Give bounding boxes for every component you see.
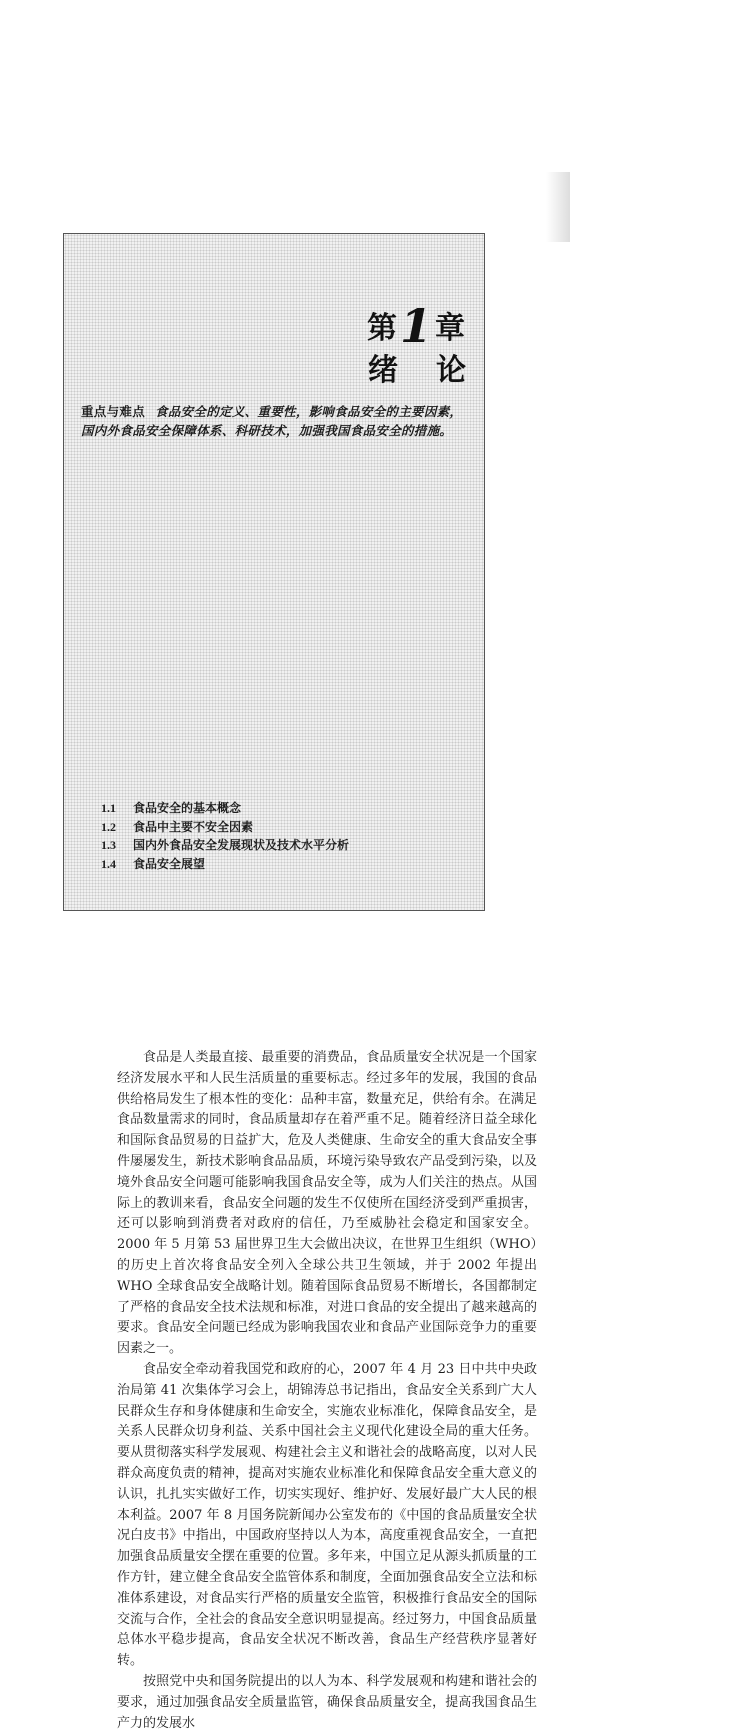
- scan-edge-shadow: [546, 172, 570, 242]
- chapter-suffix: 章: [435, 311, 466, 346]
- chapter-heading: [366, 299, 504, 391]
- body-paragraph: 食品安全牵动着我国党和政府的心，2007 年 4 月 23 日中共中央政治局第 41 次集体学习会上，胡锦涛总书记指出，食品安全关系到广大人民群众生存和身体健康和生命安全，实施农业标准化，保障食品安全，是关系人民群众切身利益、关系中国社会主义现代化建设全局的重大任务。要从贯彻落实科学发展观、构建社会主义和谐社会的战略高度，以对人民群众高度负责的精神，提高对实施农业标准化和保障食品安全重大意义的认识，扎扎实实做好工作，切实实现好、维护好、发展好最广大人民的根本利益。2007 年 8 月国务院新闻办公室发布的《中国的食品质量安全状况白皮书》中指出，中国政府坚持以人为本，高度重视食品安全，一直把加强食品质量安全摆在重要的位置。多年来，中国立足从源头抓质量的工作方针，建立健全食品安全监管体系和制度，全面加强食品安全立法和标准体系建设，对食品实行严格的质量安全监管，积极推行食品安全的国际交流与合作，全社会的食品安全意识明显提高。经过努力，中国食品质量总体水平稳步提高，食品安全状况不断改善，食品生产经营秩序显著好转。: [117, 1361, 537, 1669]
- key-points: [81, 402, 471, 440]
- chapter-number: 1: [399, 299, 433, 353]
- body-paragraph: 食品是人类最直接、最重要的消费品，食品质量安全状况是一个国家经济发展水平和人民生活质量的重要标志。经过多年的发展，我国的食品供给格局发生了根本性的变化：品种丰富，数量充足，供给有余。在满足食品数量需求的同时，食品质量却存在着严重不足。随着经济日益全球化和国际食品贸易的日益扩大，危及人类健康、生命安全的重大食品安全事件屡屡发生，新技术影响食品品质，环境污染导致农产品受到污染，以及境外食品安全问题可能影响我国食品安全等，成为人们关注的热点。从国际上的教训来看，食品安全问题的发生不仅使所在国经济受到严重损害，还可以影响到消费者对政府的信任，乃至威胁社会稳定和国家安全。2000 年 5 月第 53 届世界卫生大会做出决议，在世界卫生组织（WHO）的历史上首次将食品安全列入全球公共卫生领域，并于 2002 年提出 WHO 全球食品安全战略计划。随着国际食品贸易不断增长，各国都制定了严格的食品安全技术法规和标准，对进口食品的安全提出了越来越高的要求。食品安全问题已经成为影响我国农业和食品产业国际竞争力的重要因素之一。: [117, 1050, 537, 1357]
- toc-item-number: 1.4: [101, 856, 116, 871]
- body-text: [117, 1048, 537, 1734]
- body-paragraph: 按照党中央和国务院提出的以人为本、科学发展观和构建和谐社会的要求，通过加强食品安全质量监管，确保食品质量安全，提高我国食品生产力的发展水: [117, 1673, 537, 1731]
- toc-item[interactable]: [101, 855, 349, 874]
- key-points-text: 食品安全的定义、重要性，影响食品安全的主要因素，国内外食品安全保障体系、科研技术，加强我国食品安全的措施。: [81, 404, 463, 438]
- toc-item-label: 食品中主要不安全因素: [133, 819, 254, 834]
- toc-item-label: 国内外食品安全发展现状及技术水平分析: [133, 838, 350, 852]
- table-of-contents: [101, 799, 349, 873]
- toc-item-number: 1.3: [101, 838, 116, 852]
- toc-item-number: 1.1: [101, 801, 116, 815]
- toc-item-label: 食品安全展望: [133, 856, 206, 871]
- toc-item[interactable]: [101, 836, 349, 855]
- chapter-prefix: 第: [366, 311, 398, 346]
- chapter-title: 绪论: [368, 353, 504, 388]
- chapter-opening-box: [63, 233, 504, 911]
- key-points-label: 重点与难点: [81, 404, 146, 419]
- toc-item-number: 1.2: [101, 819, 116, 834]
- chapter-number-line: [366, 299, 466, 353]
- toc-item[interactable]: [101, 799, 349, 818]
- toc-item[interactable]: [101, 818, 349, 837]
- toc-item-label: 食品安全的基本概念: [133, 801, 242, 815]
